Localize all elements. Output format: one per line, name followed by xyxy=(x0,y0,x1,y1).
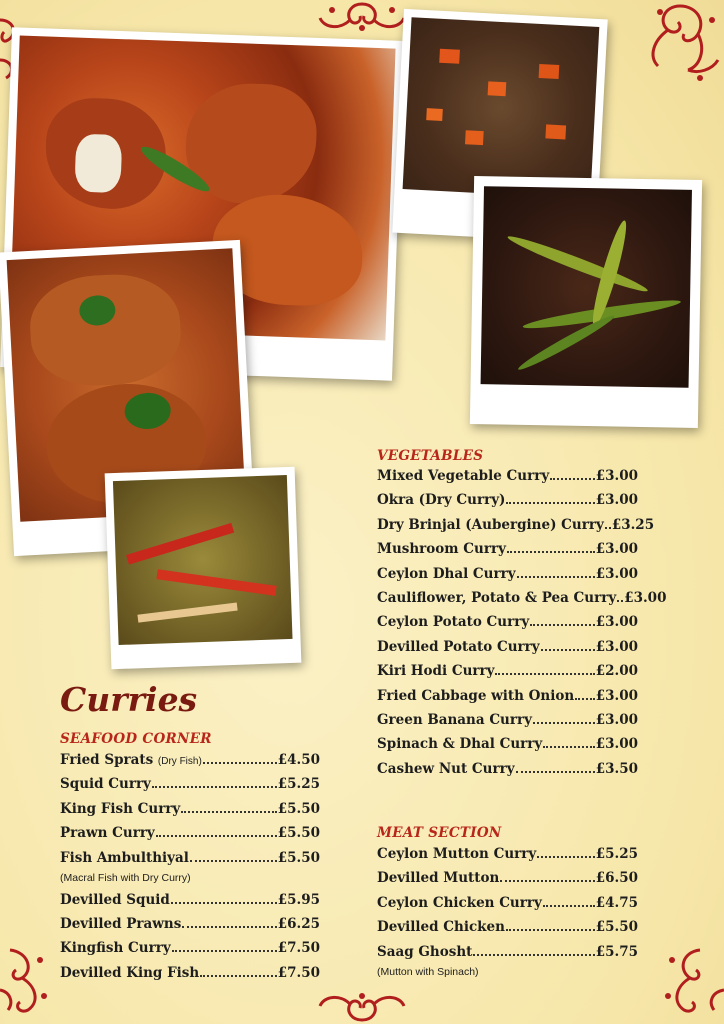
menu-item xyxy=(377,589,667,614)
item-name: Fried Sprats xyxy=(60,752,154,768)
item-name: Saag Ghosht xyxy=(377,943,473,960)
ornament-bottom-left xyxy=(0,940,60,1024)
item-price: £5.95 xyxy=(277,891,320,908)
meat-heading: MEAT SECTION xyxy=(377,825,502,841)
item-subnote-row xyxy=(60,872,320,892)
leader-dots xyxy=(500,880,594,882)
menu-item xyxy=(377,712,638,736)
ornament-bottom-right xyxy=(640,940,724,1024)
ornament-bottom-center xyxy=(312,990,412,1024)
vegetables-heading: VEGETABLES xyxy=(377,448,484,464)
menu-item xyxy=(60,825,320,849)
leader-dots xyxy=(190,860,277,862)
item-price: £3.00 xyxy=(595,492,638,509)
ornament-top-center xyxy=(312,0,412,34)
item-price: £7.50 xyxy=(277,940,320,957)
menu-item xyxy=(60,850,320,872)
devilled-aubergine-photo xyxy=(470,176,702,428)
item-price: £4.75 xyxy=(595,894,638,911)
item-name: Devilled Mutton xyxy=(377,870,500,887)
leader-dots xyxy=(506,502,594,504)
item-price: £3.00 xyxy=(595,614,638,631)
leader-dots xyxy=(200,975,277,977)
menu-item xyxy=(377,846,638,870)
leader-dots xyxy=(473,954,594,956)
item-name: Devilled Potato Curry xyxy=(377,638,540,655)
leader-dots xyxy=(172,950,277,952)
seafood-heading: SEAFOOD CORNER xyxy=(60,731,212,747)
item-subnote: (Mutton with Spinach) xyxy=(377,965,479,978)
item-name: Squid Curry xyxy=(60,776,151,793)
item-name: Devilled Squid xyxy=(60,891,170,908)
item-name: Ceylon Dhal Curry xyxy=(377,565,516,582)
menu-item xyxy=(377,639,638,663)
item-subnote: (Macral Fish with Dry Curry) xyxy=(60,871,191,884)
item-name: Cauliflower, Potato & Pea Curry xyxy=(377,589,617,606)
item-name: Okra (Dry Curry) xyxy=(377,492,506,509)
item-name: Mushroom Curry xyxy=(377,541,506,558)
item-price: £6.25 xyxy=(277,915,320,932)
leader-dots xyxy=(182,926,276,928)
leader-dots xyxy=(530,624,595,626)
item-name: Devilled Chicken xyxy=(377,919,505,936)
item-price: £3.25 xyxy=(611,516,655,533)
menu-item xyxy=(377,516,655,541)
leader-dots xyxy=(156,835,277,837)
menu-item xyxy=(60,940,320,964)
item-name: Prawn Curry xyxy=(60,825,155,842)
menu-item xyxy=(377,944,638,966)
menu-item xyxy=(377,870,638,894)
item-name: King Fish Curry xyxy=(60,800,181,817)
leader-dots xyxy=(533,722,595,724)
menu-item xyxy=(60,801,320,825)
item-price: £5.75 xyxy=(595,943,638,960)
item-price: £7.50 xyxy=(277,964,320,981)
leader-dots xyxy=(537,856,595,858)
item-name: Ceylon Chicken Curry xyxy=(377,894,542,911)
seafood-list xyxy=(60,752,320,989)
leader-dots xyxy=(550,478,595,480)
item-price: £5.25 xyxy=(595,846,638,862)
item-name: Kiri Hodi Curry xyxy=(377,663,495,680)
menu-item xyxy=(377,919,638,943)
vegetables-list xyxy=(377,468,667,785)
menu-item xyxy=(377,566,638,590)
item-price: £4.50 xyxy=(277,752,320,768)
item-price: £3.00 xyxy=(595,468,638,484)
item-name: Mixed Vegetable Curry xyxy=(377,468,550,484)
item-price: £3.00 xyxy=(595,638,638,655)
item-name: Spinach & Dhal Curry xyxy=(377,736,543,753)
leader-dots xyxy=(495,673,594,675)
item-subnote-row xyxy=(377,966,638,984)
leader-dots xyxy=(575,698,595,700)
item-name: Ceylon Potato Curry xyxy=(377,614,530,631)
item-price: £5.50 xyxy=(595,919,638,936)
item-price: £3.00 xyxy=(624,589,667,606)
menu-item xyxy=(60,776,320,800)
item-price: £3.50 xyxy=(595,760,638,777)
menu-item xyxy=(377,761,638,785)
leader-dots xyxy=(507,551,595,553)
menu-item xyxy=(60,892,320,916)
menu-item xyxy=(377,492,638,516)
item-price: £3.00 xyxy=(595,687,638,704)
leader-dots xyxy=(541,649,595,651)
ornament-top-right xyxy=(640,0,724,82)
item-name: Green Banana Curry xyxy=(377,711,532,728)
item-name: Fish Ambulthiyal xyxy=(60,849,189,866)
menu-item xyxy=(377,663,638,687)
leader-dots xyxy=(543,905,595,907)
leader-dots xyxy=(605,527,611,529)
leader-dots xyxy=(516,771,595,773)
meat-list xyxy=(377,846,638,984)
item-name: Kingfish Curry xyxy=(60,940,171,957)
menu-item xyxy=(377,468,638,492)
leader-dots xyxy=(152,786,277,788)
item-name: Ceylon Mutton Curry xyxy=(377,846,537,862)
item-price: £5.50 xyxy=(277,849,320,866)
item-price: £2.00 xyxy=(595,663,638,680)
item-price: £3.00 xyxy=(595,736,638,753)
item-price: £5.50 xyxy=(277,800,320,817)
menu-item xyxy=(60,916,320,940)
item-price: £6.50 xyxy=(595,870,638,887)
item-price: £3.00 xyxy=(595,711,638,728)
item-price: £3.00 xyxy=(595,565,638,582)
leader-dots xyxy=(617,600,623,602)
okra-curry-photo xyxy=(105,467,302,670)
item-name: Devilled Prawns xyxy=(60,915,182,932)
item-price: £5.50 xyxy=(277,825,320,842)
item-price: £5.25 xyxy=(277,776,320,793)
menu-item xyxy=(377,688,638,712)
leader-dots xyxy=(203,762,277,764)
item-name: Dry Brinjal (Aubergine) Curry xyxy=(377,516,604,533)
item-name: Devilled King Fish xyxy=(60,964,200,981)
item-name: Cashew Nut Curry xyxy=(377,760,515,777)
menu-item xyxy=(377,614,638,638)
leader-dots xyxy=(181,811,276,813)
leader-dots xyxy=(171,902,277,904)
menu-item xyxy=(377,736,638,760)
menu-item xyxy=(377,541,638,565)
menu-title: Curries xyxy=(60,680,198,719)
item-note: (Dry Fish) xyxy=(157,756,202,767)
item-price: £3.00 xyxy=(595,541,638,558)
leader-dots xyxy=(517,576,595,578)
leader-dots xyxy=(506,929,595,931)
menu-item xyxy=(60,752,320,776)
menu-item xyxy=(60,965,320,989)
item-name: Fried Cabbage with Onion xyxy=(377,687,575,704)
leader-dots xyxy=(543,746,594,748)
menu-item xyxy=(377,895,638,919)
